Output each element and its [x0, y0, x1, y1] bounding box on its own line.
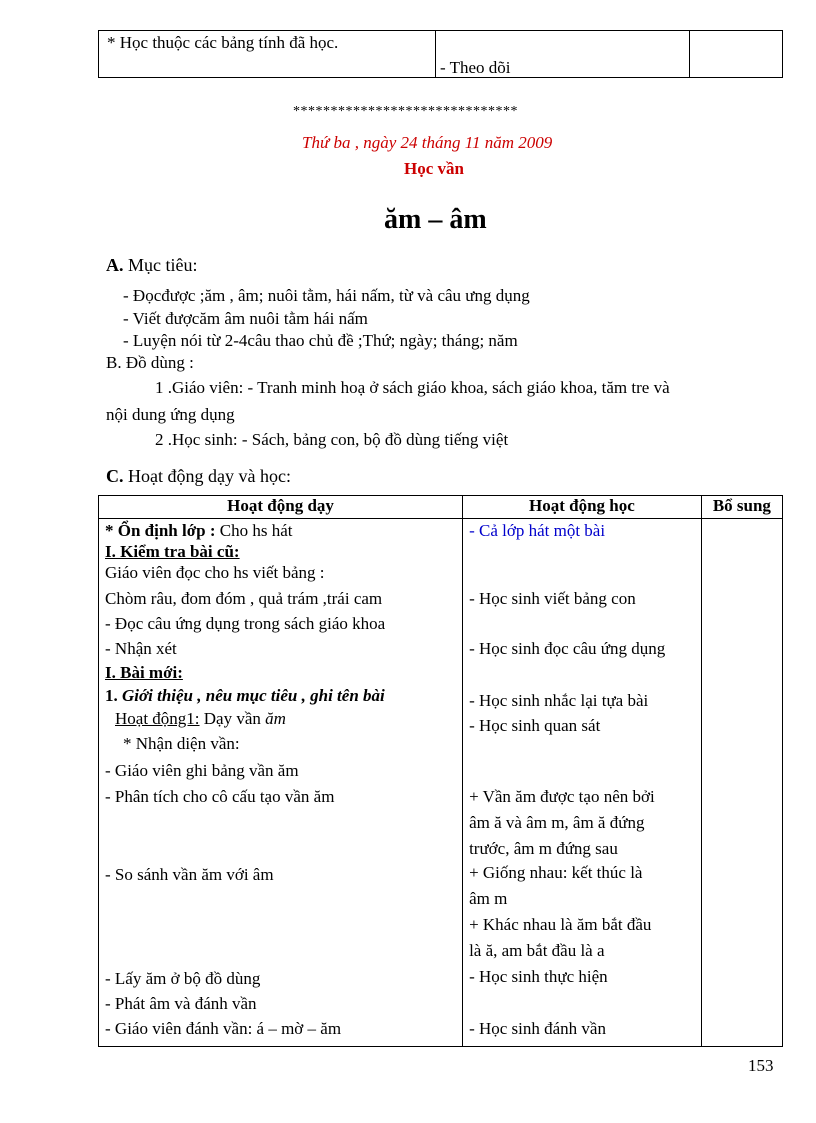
student-line-same-1: + Giống nhau: kết thúc là — [469, 863, 643, 882]
teacher-materials-line2: nội dung ứng dụng — [106, 405, 235, 424]
student-line-observe: - Học sinh quan sát — [469, 716, 601, 735]
student-line-write-board: - Học sinh viết bảng con — [469, 589, 636, 608]
top-table — [98, 30, 783, 78]
teacher-line-write-board: - Giáo viên ghi bảng vần ăm — [105, 761, 299, 780]
teacher-line-pronounce: - Phát âm và đánh vần — [105, 994, 257, 1013]
activity1-rhyme: ăm — [265, 709, 286, 728]
teacher-line-identify: * Nhận diện vần: — [123, 734, 240, 753]
student-line-read-sentence: - Học sinh đọc câu ứng dụng — [469, 639, 666, 658]
activity-table — [98, 495, 783, 1047]
teacher-line-new-lesson-heading: I. Bài mới: — [105, 663, 183, 682]
objective-item-1: - Đọcđược ;ăm , âm; nuôi tằm, hái nấm, từ và câu ưng dụng — [123, 286, 530, 305]
top-left-text: * Học thuộc các bảng tính đã học. — [107, 33, 339, 52]
teacher-materials-line1: 1 .Giáo viên: - Tranh minh hoạ ở sách giáo khoa, sách giáo khoa, tăm tre và — [155, 378, 670, 397]
student-line-perform: - Học sinh thực hiện — [469, 967, 608, 986]
student-line-same-2: âm m — [469, 889, 508, 908]
teacher-line-stabilize-text: Cho hs hát — [215, 521, 293, 540]
student-line-structure-2: âm ă và âm m, âm ă đứng — [469, 813, 645, 832]
teacher-line-read-sentence: - Đọc câu ứng dụng trong sách giáo khoa — [105, 614, 386, 633]
student-materials: 2 .Học sinh: - Sách, bảng con, bộ đồ dùng tiếng việt — [155, 430, 509, 449]
section-c-title: Hoạt động dạy và học: — [128, 466, 291, 486]
teacher-activities-cell — [99, 519, 463, 1047]
student-activities-cell — [463, 519, 702, 1047]
top-right-cell — [690, 31, 783, 78]
col-header-notes: Bổ sung — [701, 496, 782, 519]
objective-item-2: - Viết đượcăm âm nuôi tằm hái nấm — [123, 309, 368, 328]
subject-title: Học vần — [404, 159, 464, 178]
teacher-line-stabilize-label: * Ổn định lớp : — [105, 521, 216, 540]
col-header-teaching: Hoạt động dạy — [99, 496, 463, 519]
teacher-line-comment: - Nhận xét — [105, 639, 177, 658]
section-c-letter: C. — [106, 466, 124, 486]
section-a-letter: A. — [106, 255, 124, 275]
section-c-heading — [106, 466, 291, 487]
activity1-label: Hoạt động1: — [115, 709, 200, 728]
teacher-line-dictation: Giáo viên đọc cho hs viết bảng : — [105, 563, 325, 582]
teacher-line-words: Chòm râu, đom đóm , quả trám ,trái cam — [105, 589, 383, 608]
teacher-line-intro — [105, 686, 385, 706]
teacher-line-activity1 — [115, 709, 286, 729]
teacher-line-analyze: - Phân tích cho cô cấu tạo vần ăm — [105, 787, 335, 806]
student-line-spell: - Học sinh đánh vần — [469, 1019, 606, 1038]
objective-item-3: - Luyện nói từ 2-4câu thao chủ đề ;Thứ; ngày; tháng; năm — [123, 331, 518, 350]
top-mid-cell — [436, 31, 690, 78]
teacher-line-compare: - So sánh vần ăm với âm — [105, 865, 274, 884]
date-line: Thứ ba , ngày 24 tháng 11 năm 2009 — [302, 133, 553, 152]
student-line-repeat-title: - Học sinh nhắc lại tựa bài — [469, 691, 649, 710]
section-a-title: Mục tiêu: — [128, 255, 198, 275]
stars-divider: ****************************** — [293, 104, 518, 119]
teacher-line-intro-num: 1. — [105, 686, 118, 705]
page-number: 153 — [748, 1056, 774, 1075]
col-header-learning: Hoạt động học — [463, 496, 702, 519]
section-b-heading: B. Đồ dùng : — [106, 353, 194, 372]
teacher-line-spell: - Giáo viên đánh vần: á – mờ – ăm — [105, 1019, 342, 1038]
student-line-structure-1: + Vần ăm được tạo nên bởi — [469, 787, 655, 806]
section-a-heading — [106, 255, 198, 276]
teacher-line-intro-text: Giới thiệu , nêu mục tiêu , ghi tên bài — [117, 686, 385, 705]
top-left-cell — [99, 31, 436, 78]
lesson-title: ăm – âm — [384, 204, 487, 235]
top-mid-text: - Theo dõi — [440, 58, 511, 77]
teacher-line-take-letters: - Lấy ăm ở bộ đồ dùng — [105, 969, 261, 988]
teacher-line-review-heading: I. Kiểm tra bài cũ: — [105, 542, 240, 561]
student-line-sing: - Cả lớp hát một bài — [469, 521, 606, 540]
student-line-structure-3: trước, âm m đứng sau — [469, 839, 618, 858]
student-line-diff-2: là ă, am bắt đầu là a — [469, 941, 605, 960]
teacher-line-stabilize — [105, 521, 293, 541]
student-line-diff-1: + Khác nhau là ăm bắt đầu — [469, 915, 652, 934]
notes-cell — [701, 519, 782, 1047]
activity1-text: Dạy vần — [199, 709, 266, 728]
